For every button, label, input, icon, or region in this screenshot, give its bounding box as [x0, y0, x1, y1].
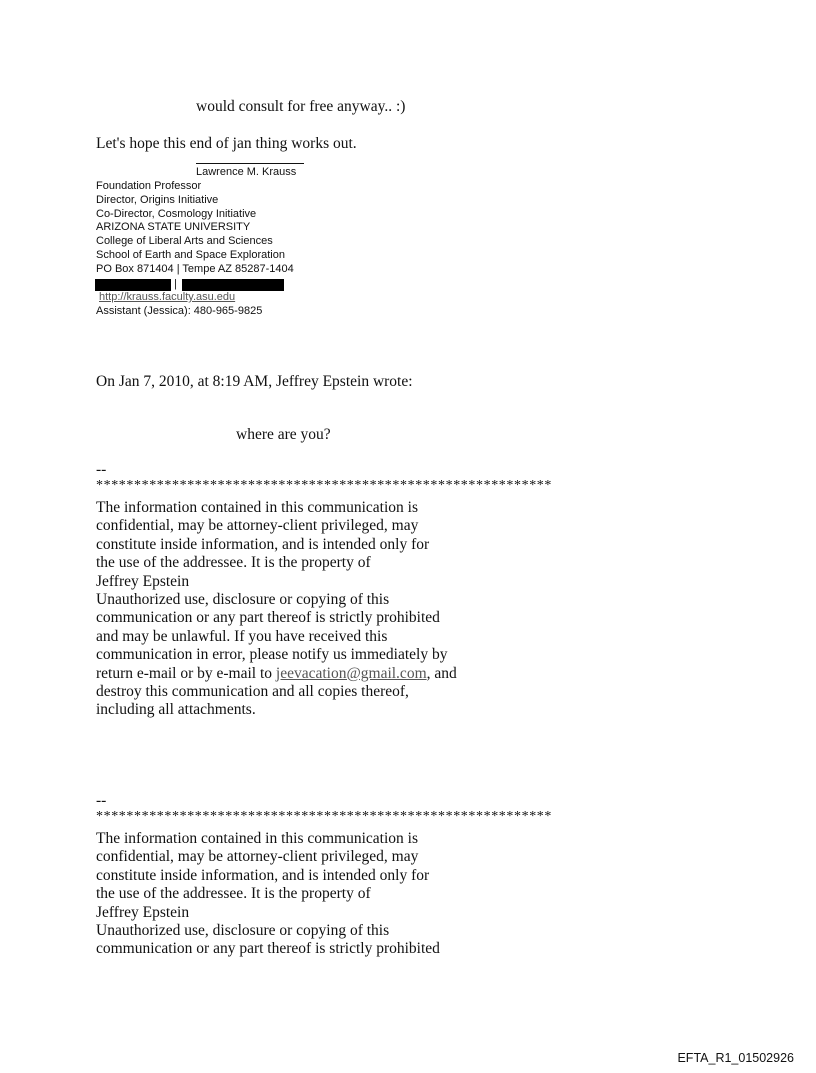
signature-name: Lawrence M. Krauss: [196, 166, 297, 178]
document-id: EFTA_R1_01502926: [677, 1051, 794, 1065]
disclaimer-line: constitute inside information, and is intended only for: [96, 866, 430, 884]
disclaimer-line: confidential, may be attorney-client privileged, may: [96, 848, 419, 866]
signature-line: ARIZONA STATE UNIVERSITY: [96, 221, 251, 234]
signature-rule: [196, 163, 304, 164]
disclaimer-line: the use of the addressee. It is the property of: [96, 554, 371, 572]
signature-line: Co-Director, Cosmology Initiative: [96, 207, 257, 220]
disclaimer-line: confidential, may be attorney-client privileged, may: [96, 517, 419, 535]
redaction-box: [182, 279, 284, 291]
disclaimer-dashes: --: [96, 792, 107, 809]
redaction-box: [95, 279, 171, 291]
signature-line: PO Box 871404 | Tempe AZ 85287-1404: [96, 262, 294, 275]
signature-line: School of Earth and Space Exploration: [96, 248, 285, 261]
redaction-separator: |: [174, 278, 177, 290]
disclaimer-line: The information contained in this communication is: [96, 499, 418, 516]
email-suffix: , and: [426, 664, 457, 682]
disclaimer-email-line: [96, 665, 457, 683]
disclaimer-body: [96, 499, 457, 720]
signature-url[interactable]: [99, 291, 235, 305]
signature-block: [96, 180, 294, 277]
disclaimer-line: and may be unlawful. If you have received this: [96, 627, 388, 645]
disclaimer-line: Jeffrey Epstein: [96, 572, 190, 590]
signature-line: College of Liberal Arts and Sciences: [96, 235, 273, 248]
disclaimer-stars: ************************************************************: [96, 478, 552, 493]
reply-line-2: Let's hope this end of jan thing works out.: [96, 135, 357, 152]
disclaimer-line: Unauthorized use, disclosure or copying of this: [96, 591, 390, 609]
reply-line-1: would consult for free anyway.. :): [196, 98, 406, 115]
signature-line: Foundation Professor: [96, 180, 202, 192]
quoted-header: On Jan 7, 2010, at 8:19 AM, Jeffrey Epstein wrote:: [96, 373, 413, 390]
disclaimer-line: Jeffrey Epstein: [96, 903, 190, 921]
signature-line: Director, Origins Initiative: [96, 193, 219, 206]
disclaimer-body: [96, 830, 440, 959]
signature-assistant: Assistant (Jessica): 480-965-9825: [96, 305, 263, 317]
email-prefix: return e-mail or by e-mail to: [96, 664, 276, 682]
disclaimer-stars: ************************************************************: [96, 809, 552, 824]
disclaimer-line: including all attachments.: [96, 701, 256, 719]
disclaimer-line: Unauthorized use, disclosure or copying of this: [96, 922, 390, 940]
disclaimer-line: destroy this communication and all copies thereof,: [96, 683, 409, 701]
disclaimer-line: The information contained in this communication is: [96, 830, 418, 847]
disclaimer-line: communication or any part thereof is strictly prohibited: [96, 940, 440, 958]
disclaimer-line: communication or any part thereof is strictly prohibited: [96, 609, 440, 627]
email-link[interactable]: jeevacation@gmail.com: [275, 664, 427, 682]
disclaimer-dashes: --: [96, 461, 107, 478]
quoted-message: where are you?: [236, 426, 331, 443]
disclaimer-line: communication in error, please notify us immediately by: [96, 646, 448, 664]
disclaimer-line: constitute inside information, and is intended only for: [96, 535, 430, 553]
disclaimer-line: the use of the addressee. It is the property of: [96, 885, 371, 903]
signature-url-link[interactable]: http://krauss.faculty.asu.edu: [99, 291, 236, 303]
